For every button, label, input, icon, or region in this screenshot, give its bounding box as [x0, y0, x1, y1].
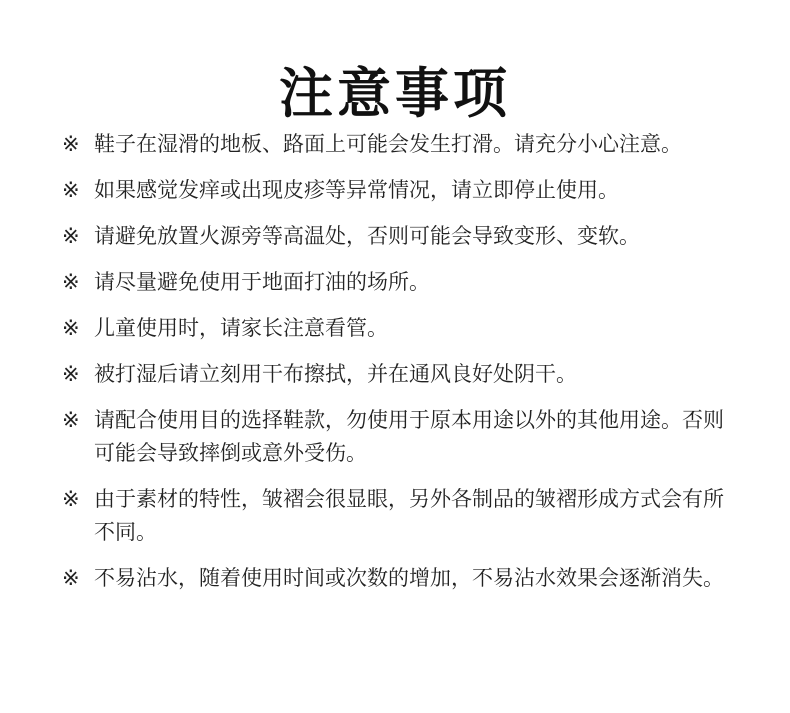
reference-mark-icon: ※ [62, 362, 80, 386]
notice-text: 儿童使用时，请家长注意看管。 [94, 316, 388, 340]
notice-item [62, 358, 734, 391]
notice-text: 请配合使用目的选择鞋款，勿使用于原本用途以外的其他用途。否则可能会导致摔倒或意外受伤。 [94, 408, 724, 465]
notice-text: 鞋子在湿滑的地板、路面上可能会发生打滑。请充分小心注意。 [94, 132, 682, 156]
reference-mark-icon: ※ [62, 566, 80, 590]
notice-item [62, 266, 734, 299]
notice-item [62, 174, 734, 207]
notice-item [62, 404, 734, 470]
page-title: 注意事项 [279, 62, 511, 126]
reference-mark-icon: ※ [62, 316, 80, 340]
notice-item [62, 312, 734, 345]
notice-text: 请避免放置火源旁等高温处，否则可能会导致变形、变软。 [94, 224, 640, 248]
notice-text: 请尽量避免使用于地面打油的场所。 [94, 270, 430, 294]
notice-item [62, 128, 734, 161]
notice-text: 被打湿后请立刻用干布擦拭，并在通风良好处阴干。 [94, 362, 577, 386]
reference-mark-icon: ※ [62, 178, 80, 202]
reference-mark-icon: ※ [62, 487, 80, 511]
notice-list [62, 128, 734, 595]
notice-text: 不易沾水，随着使用时间或次数的增加，不易沾水效果会逐渐消失。 [94, 566, 724, 590]
notice-item [62, 562, 734, 595]
notice-item [62, 220, 734, 253]
reference-mark-icon: ※ [62, 224, 80, 248]
reference-mark-icon: ※ [62, 408, 80, 432]
notice-text: 如果感觉发痒或出现皮疹等异常情况，请立即停止使用。 [94, 178, 619, 202]
notice-item [62, 483, 734, 549]
reference-mark-icon: ※ [62, 270, 80, 294]
notice-text: 由于素材的特性，皱褶会很显眼，另外各制品的皱褶形成方式会有所不同。 [94, 487, 724, 544]
reference-mark-icon: ※ [62, 132, 80, 156]
